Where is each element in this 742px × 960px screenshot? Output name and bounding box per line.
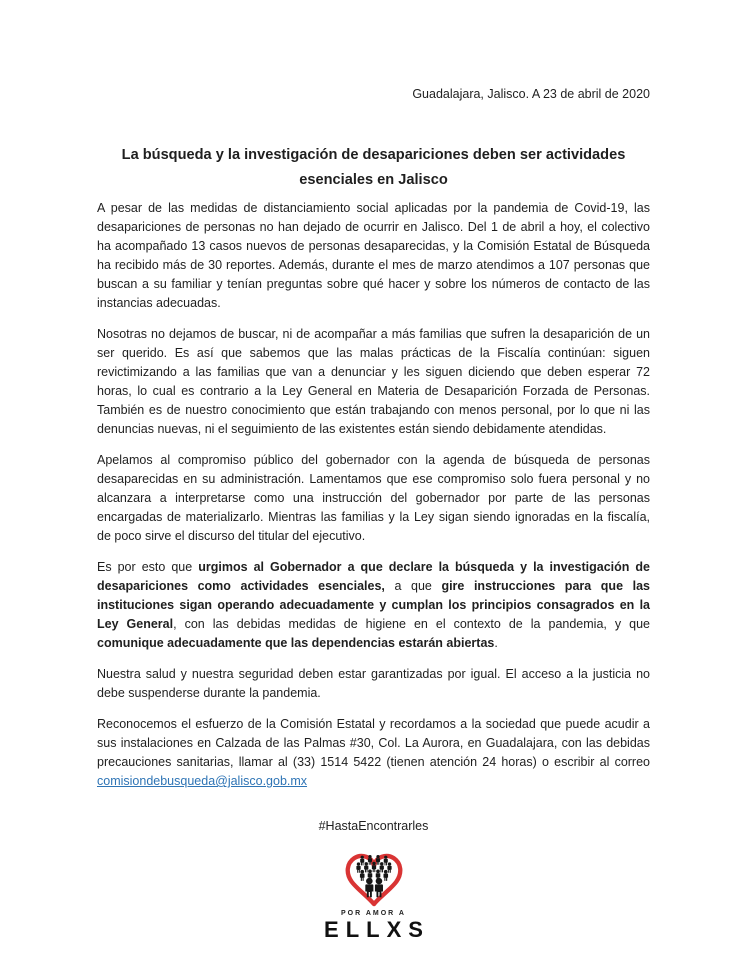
paragraph-1: A pesar de las medidas de distanciamiento social aplicadas por la pandemia de Covid-19, las desapariciones de personas no han dejado de ocurrir en Jalisco. Del 1 de abril a hoy, el colectivo ha acompañado 13 casos nuevos de personas desaparecidas, y la Comisión Estatal de Búsqueda ha recibido más de 30 reportes. Además, durante el mes de marzo atendimos a 107 personas que buscan a su familiar y tenían preguntas sobre qué hacer y sobre los números de contacto de las instancias adecuadas. bbox=[97, 201, 650, 310]
paragraph-6 bbox=[97, 715, 650, 791]
paragraph-4-text: , con las debidas medidas de higiene en el contexto de la pandemia, y que bbox=[173, 617, 650, 631]
document-content bbox=[97, 0, 650, 943]
paragraph-2: Nosotras no dejamos de buscar, ni de acompañar a más familias que sufren la desaparición de un ser querido. Es así que sabemos que las malas prácticas de la Fiscalía continúan: siguen revictimizando a las familias que van a denunciar y les siguen diciendo que deben esperar 72 horas, lo cual es contrario a la Ley General en Materia de Desaparición Forzada de Personas. También es de nuestro conocimiento que están trabajando con menos personal, por lo que ni las denuncias nuevas, ni el seguimiento de las existentes están siendo debidamente atendidas. bbox=[97, 327, 650, 436]
paragraph-4-text: . bbox=[494, 636, 498, 650]
paragraph-4-text: Es por esto que bbox=[97, 560, 199, 574]
logo-tagline: POR AMOR A bbox=[341, 910, 406, 917]
paragraph-4-bold-demand-2: gire instrucciones para que las instituciones sigan operando adecuadamente y cumplan los principios consagrados en la Ley General bbox=[97, 579, 650, 631]
paragraph-4 bbox=[97, 558, 650, 653]
paragraph-3: Apelamos al compromiso público del gobernador con la agenda de búsqueda de personas desaparecidas en su administración. Lamentamos que ese compromiso solo fuera personal y no alcanzara a interpretarse como una instrucción del gobernador por parte de las personas encargadas de materializarlo. Mientras las familias y la Ley sigan siendo ignoradas en la fiscalía, de poco sirve el discurso del titular del ejecutivo. bbox=[97, 453, 650, 543]
dateline: Guadalajara, Jalisco. A 23 de abril de 2020 bbox=[412, 87, 650, 101]
email-link[interactable]: comisiondebusqueda@jalisco.gob.mx bbox=[97, 774, 308, 788]
paragraph-4-bold-demand-1: urgimos al Gobernador a que declare la búsqueda y la investigación de desapariciones como actividades esenciales, bbox=[97, 560, 651, 593]
heart-with-people-icon bbox=[343, 852, 405, 909]
paragraph-4-text: a que bbox=[384, 579, 442, 593]
hashtag: #HastaEncontrarles bbox=[318, 819, 429, 833]
paragraph-5: Nuestra salud y nuestra seguridad deben estar garantizadas por igual. El acceso a la justicia no debe suspenderse durante la pandemia. bbox=[97, 667, 650, 700]
ellxs-logo bbox=[97, 852, 650, 943]
document-title: La búsqueda y la investigación de desapariciones deben ser actividades esenciales en Jalisco bbox=[121, 147, 626, 188]
paragraph-4-bold-demand-3: comunique adecuadamente que las dependencias estarán abiertas bbox=[97, 636, 495, 650]
paragraph-6-text: Reconocemos el esfuerzo de la Comisión Estatal y recordamos a la sociedad que puede acudir a sus instalaciones en Calzada de las Palmas #30, Col. La Aurora, en Guadalajara, con las debidas precauciones sanitarias, llamar al (33) 1514 5422 (tienen atención 24 horas) o escribir al correo bbox=[97, 717, 650, 769]
logo-name: ELLXS bbox=[324, 917, 430, 942]
